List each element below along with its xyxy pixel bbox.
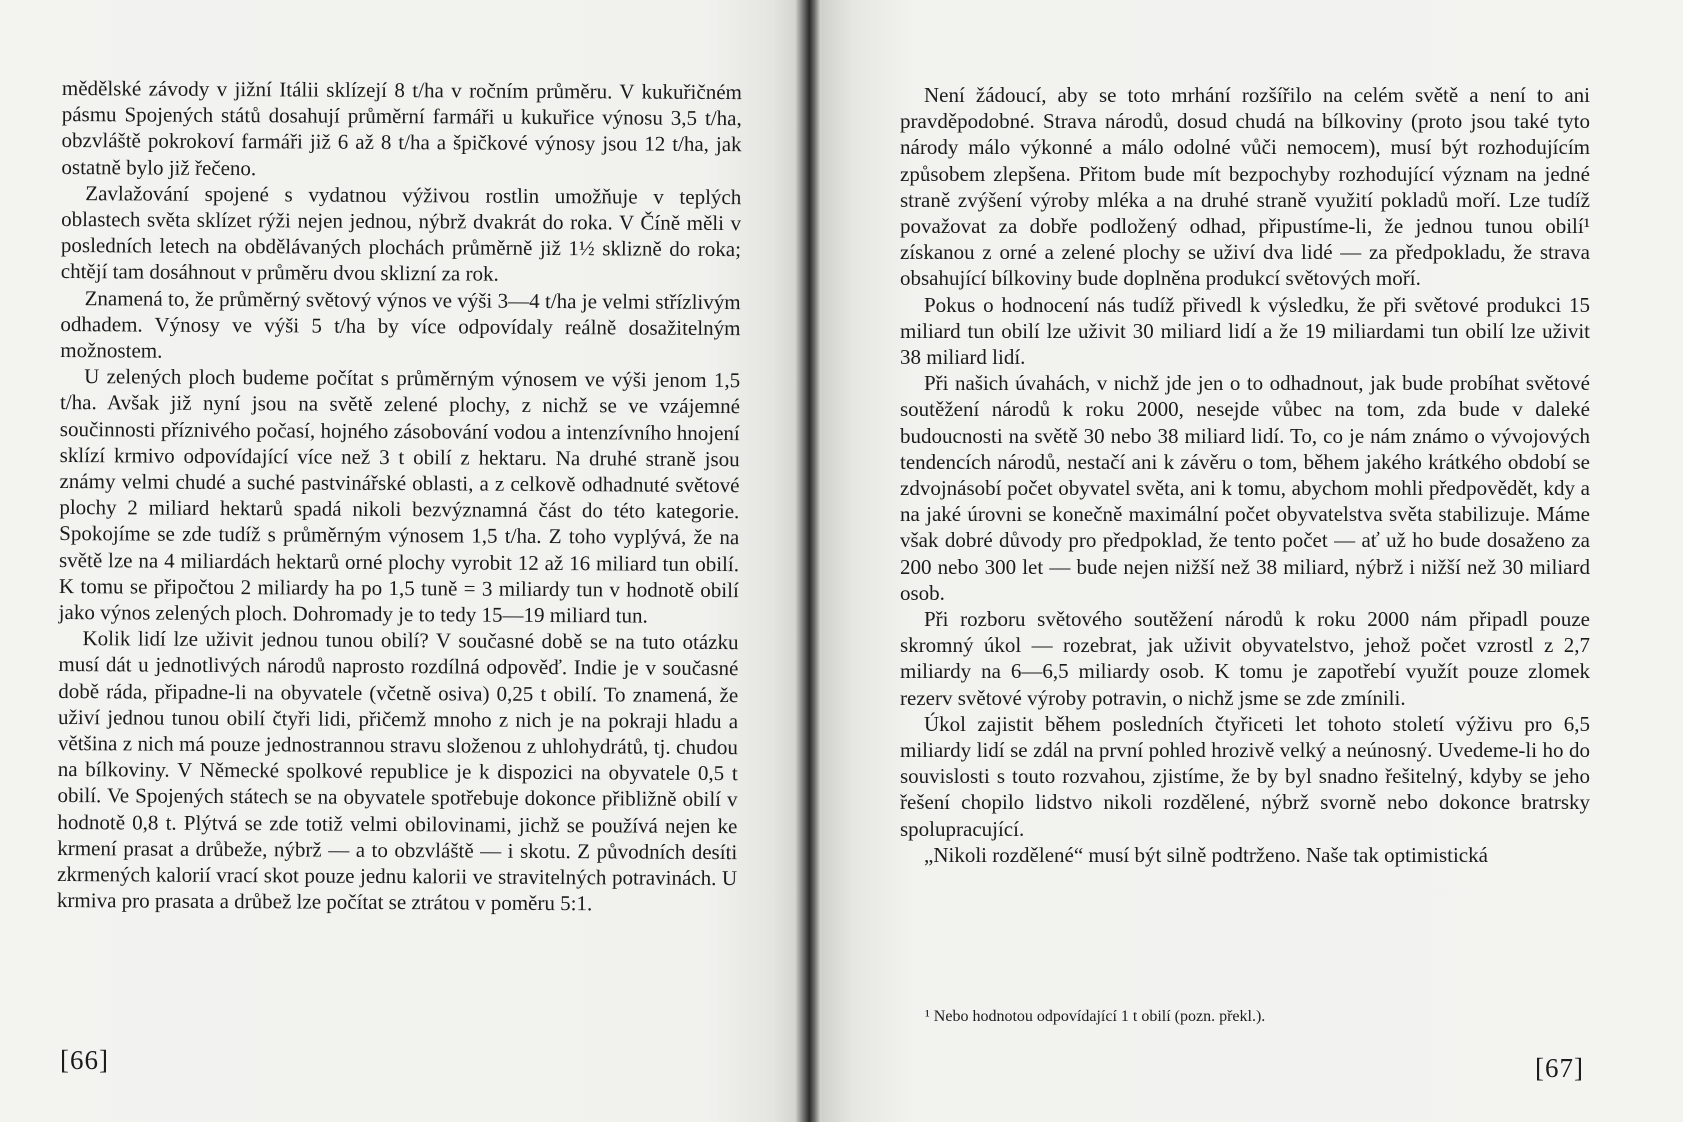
paragraph: Znamená to, že průměrný světový výnos ve výši 3—4 t/ha je velmi střízlivým odhadem. Výnosy ve výši 5 t/ha by více odpovídaly reálně dosažitelným možnostem. (60, 285, 741, 363)
book-gutter (795, 0, 821, 1122)
right-page-text (900, 82, 1590, 868)
paragraph: „Nikoli rozdělené“ musí být silně podtrženo. Naše tak optimistická (924, 842, 1488, 867)
paragraph: Úkol zajistit během posledních čtyřiceti let tohoto století výživu pro 6,5 miliardy lidí se zdál na první pohled hrozivě velký a neúnosný. Uvedeme-li ho do souvislosti s touto rozvahou, zjistíme, že by byl snadno řešitelný, kdyby se jeho řešení chopilo lidstvo nikoli rozdělené, nýbrž svorně nebo dokonce bratrsky spolupracující. (900, 711, 1590, 841)
paragraph: Není žádoucí, aby se toto mrhání rozšířilo na celém světě a není to ani pravděpodobné. Strava národů, dosud chudá na bílkoviny (proto jsou také tyto národy málo výkonné a málo odolné vůči nemocem), musí být rozhodujícím způsobem zlepšena. Přitom bude mít bezpochyby rozhodující význam na jedné straně zvýšení výroby mléka a na druhé straně využití pokladů moří. Lze tudíž považovat za dobře podložený odhad, připustíme-li, že jednou tunou obilí¹ získanou z orné a zelené plochy se uživí dva lidé — za předpokladu, že strava obsahující bílkoviny bude doplněna produkcí světových moří. (900, 83, 1590, 291)
footnote: ¹ Nebo hodnotou odpovídající 1 t obilí (pozn. překl.). (925, 1008, 1266, 1025)
page-number-right: [67] (1535, 1053, 1584, 1083)
page-number-left: [66] (60, 1045, 109, 1075)
paragraph: Kolik lidí lze uživit jednou tunou obilí? V současné době se na tuto otázku musí dát u jednotlivých národů naprosto rozdílná odpověď. Indie je v současné době ráda, připadne-li na obyvatele (včetně osiva) 0,25 t obilí. To znamená, že uživí jednou tunou obilí čtyři lidi, přičemž mnoho z nich je na pokraji hladu a většina z nich má pouze jednostrannou stravu složenou z uhlohydrátů, tj. chudou na bílkoviny. V Německé spolkové republice je k dispozici na obyvatele 0,5 t obilí. Ve Spojených státech se na obyvatele spotřebuje dokonce přibližně obilí v hodnotě 0,8 t. Plýtvá se zde totiž velmi obilovinami, jichž se používá nejen ke krmení prasat a drůbeže, nýbrž — a to obzvláště — i skotu. Z původních desíti zkrmených kalorií vrací skot pouze jednu kalorii ve stravitelných potravinách. U krmiva pro prasata a drůbež lze počítat se ztrátou v poměru 5:1. (56, 626, 739, 916)
paragraph: mědělské závody v jižní Itálii sklízejí 8 t/ha v ročním průměru. V kukuřičném pásmu Spojených států dosahují průměrní farmáři u kukuřice výnosu 3,5 t/ha, obzvláště pokrokoví farmáři již 6 až 8 t/ha a špičkové výnosy jsou 12 t/ha, jak ostatně bylo již řečeno. (61, 75, 742, 180)
paragraph: Pokus o hodnocení nás tudíž přivedl k výsledku, že při světové produkci 15 miliard tun obilí lze uživit 30 miliard lidí a že 19 miliardami tun obilí lze uživit 38 miliard lidí. (900, 292, 1590, 370)
paragraph: U zelených ploch budeme počítat s průměrným výnosem ve výši jenom 1,5 t/ha. Avšak již nyní jsou na světě zelené plochy, z nichž se ve vzájemné součinnosti příznivého počasí, hojného zásobování vodou a intenzívního hnojení sklízí krmivo odpovídající více než 3 t obilí z hektaru. Na druhé straně jsou známy velmi chudé a suché pastvinářské oblasti, a z celkově odhadnuté světové plochy 2 miliard hektarů spadá nikoli bezvýznamná část do této kategorie. Spokojíme se zde tudíž s průměrným výnosem 1,5 t/ha. Z toho vyplývá, že na světě lze na 4 miliardách hektarů orné plochy vyrobit 12 až 16 miliard tun obilí. K tomu se připočtou 2 miliardy ha po 1,5 tuně = 3 miliardy tun v hodnotě obilí jako výnos zelených ploch. Dohromady je to tedy 15—19 miliard tun. (58, 364, 741, 628)
paragraph: Při rozboru světového soutěžení národů k roku 2000 nám připadl pouze skromný úkol — rozebrat, jak uživit obyvatelstvo, jehož počet vzrostl z 2,7 miliardy na 6—6,5 miliardy osob. K tomu je zapotřebí využít pouze zlomek rezerv světové výroby potravin, o nichž jsme se zde zmínili. (900, 607, 1590, 710)
left-page-text (57, 75, 742, 918)
paragraph: Zavlažování spojené s vydatnou výživou rostlin umožňuje v teplých oblastech světa sklízet rýži nejen jednou, nýbrž dvakrát do roka. V Číně měli v posledních letech na obdělávaných plochách průměrně již 1½ sklizně do roka; chtějí tam dosáhnout v průměru dvou sklizní za rok. (60, 180, 742, 287)
paragraph: Při našich úvahách, v nichž jde jen o to odhadnout, jak bude probíhat světové soutěžení národů k roku 2000, nesejde vůbec na tom, zda bude v daleké budoucnosti na světě 30 nebo 38 miliard lidí. To, co je nám známo o vývojových tendencích národů, nestačí ani k závěru o tom, během jakého krátkého období se zdvojnásobí počet obyvatel světa, ani k tomu, abychom mohli předpovědět, kdy a na jaké úrovni se konečně maximální počet obyvatelstva světa stabilizuje. Máme však dobré důvody pro předpoklad, že tento počet — ať už ho bude dosaženo za 200 nebo 300 let — bude nejen nižší než 38 miliard, nýbrž i nižší než 30 miliard osob. (900, 371, 1590, 605)
